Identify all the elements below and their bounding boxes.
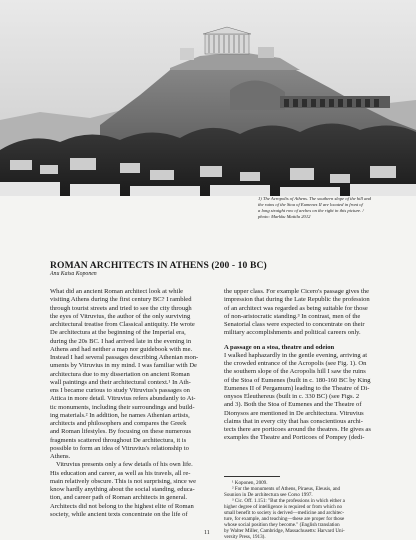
body-line: fragments scattered throughout De architectura, it is	[50, 436, 187, 444]
body-line: wall paintings and their architectural context.¹ In Ath-	[50, 378, 191, 386]
body-line: Athens.	[50, 453, 71, 460]
section-heading: A passage on a stoa, theatre and odeion	[224, 343, 335, 351]
body-line: ing materials.² In addition, he names Athenian artists,	[50, 411, 190, 419]
body-line: Vitruvius presents only a few details of his own life.	[56, 461, 193, 469]
acropolis-photo	[0, 0, 416, 196]
body-line: know hardly anything about the social standing, educa-	[50, 486, 195, 493]
body-line: of non-aristocratic standing.³ In contrast, men of the	[224, 312, 361, 320]
body-line: Attica in more detail. Vitruvius refers abundantly to At-	[50, 395, 196, 403]
footnote-line: ² For the monuments of Athens, Piraeus, Eleusis, and	[232, 486, 341, 492]
body-line: De architectura at the beginning of the Imperial era,	[50, 329, 186, 337]
body-line: society, while ancient texts concentrate on the life of	[50, 510, 188, 518]
body-line: Instead I had several passages describing Athenian mon-	[50, 354, 199, 361]
body-line: tion, and career path of Roman architects in general.	[50, 494, 188, 502]
body-line: tic monuments, including their surroundings and build-	[50, 403, 195, 411]
body-line: of an architect was regarded as being suitable for those	[224, 304, 368, 312]
body-line: ens I became curious to study Vitruvius's passages on	[50, 387, 190, 394]
body-line: the southern slope of the Acropolis hill I saw the ruins	[224, 368, 366, 376]
footnotes	[224, 480, 396, 540]
body-line: possible to form an idea of Vitruvius's relationship to	[50, 444, 189, 452]
body-line: military accomplishments and political careers only.	[224, 329, 361, 337]
photo-caption	[258, 196, 410, 220]
body-line: His education and career, as well as his travels, all re-	[50, 469, 191, 477]
footnote-line: higher degree of intelligence is required or from which no	[224, 504, 343, 510]
footnote-line: by Walter Miller, Cambridge, Massachusetts: Harvard Uni-	[224, 528, 345, 534]
body-line: visiting Athens during the first century BC? I rambled	[50, 296, 192, 304]
article-title: ROMAN ARCHITECTS IN ATHENS (200 - 10 BC)	[50, 260, 267, 271]
acropolis-photo-image	[0, 0, 416, 196]
body-line: through tourist streets and tried to see the city through	[50, 304, 192, 312]
body-line: during the 20s BC. I had arrived late in the evening in	[50, 337, 192, 345]
body-line: the upper class. For example Cicero's passage gives the	[224, 288, 369, 295]
footnote-line: small benefit to society is derived—medicine and architec-	[224, 510, 345, 516]
body-line: examples the Theatre and Porticoes of Pompey (dedi-	[224, 434, 365, 442]
body-line: Senatorial class were expected to concentrate on their	[224, 321, 365, 328]
body-line: I walked haphazardly in the gentle evening, arriving at	[224, 351, 368, 359]
body-line: Eumenes II of Pergamum) leading to the Theatre of Di-	[224, 384, 370, 392]
footnote-line: versity Press, 1913).	[224, 534, 266, 540]
body-line: Architects did not belong to the highest elite of Roman	[50, 502, 194, 510]
page-number: 11	[204, 530, 210, 536]
footnote-line: ³ Cic. Off. 1.151: "But the professions in which either a	[232, 498, 345, 504]
body-line: Athens and had neither a map nor guidebook with me.	[50, 345, 193, 353]
left-column	[50, 288, 220, 533]
body-line: and 3). Both the Stoa of Eumenes and the Theatre of	[224, 401, 362, 409]
body-line: the crowded entrance of the Acropolis (see Fig. 1). On	[224, 360, 367, 367]
body-line: of the Stoa of Eumenes (built in c. 180-160 BC by King	[224, 376, 371, 384]
body-line: architects and philosophers and compares the Greek	[50, 420, 187, 427]
body-line: onysos Eleuthereus (built in c. 330 BC) (see Figs. 2	[224, 393, 360, 400]
body-line: tects there are porticoes around the theatres. He gives as	[224, 426, 371, 433]
body-line: architectural treatise from Classical antiquity. He wrote	[50, 321, 195, 328]
footnote-line: ¹ Koponen, 2009.	[232, 480, 268, 486]
body-line: impression that during the Late Republic the profession	[224, 296, 370, 304]
footnote-divider	[224, 476, 280, 477]
footnote-line: Sounion in De architectura see Corso 1997.	[224, 492, 313, 498]
caption-line: 1) The Acropolis of Athens. The southern slope of the hill and	[258, 196, 371, 201]
caption-line: a long straight row of arches on the right in this picture. /	[258, 208, 364, 213]
body-line: claims that in every city that has conscientious archi-	[224, 417, 363, 425]
footnote-line: ture, for example, and teaching—these are proper for those	[224, 516, 345, 522]
body-line: and Roman lifestyles. By focusing on these numerous	[50, 428, 192, 436]
body-line: Dionysos are mentioned in De architectura. Vitruvius	[224, 409, 364, 417]
body-line: uments by Vitruvius in my mind. I was familiar with De	[50, 362, 197, 370]
body-line: the eyes of Vitruvius, the author of the only surviving	[50, 312, 191, 320]
body-line: main relatively obscure. This is not surprising, since we	[50, 477, 197, 485]
caption-line: photo: Markku Mattila 2012	[258, 214, 311, 219]
body-line: architectura due to my dissertation on ancient Roman	[50, 370, 190, 378]
body-line: What did an ancient Roman architect look at while	[50, 288, 184, 295]
footnote-line: whose social position they become." (English translation	[224, 522, 340, 528]
article-author: Anu Kaisa Koponen	[50, 271, 97, 277]
caption-line: the ruins of the Stoa of Eumenes II are located in front of	[258, 202, 363, 207]
